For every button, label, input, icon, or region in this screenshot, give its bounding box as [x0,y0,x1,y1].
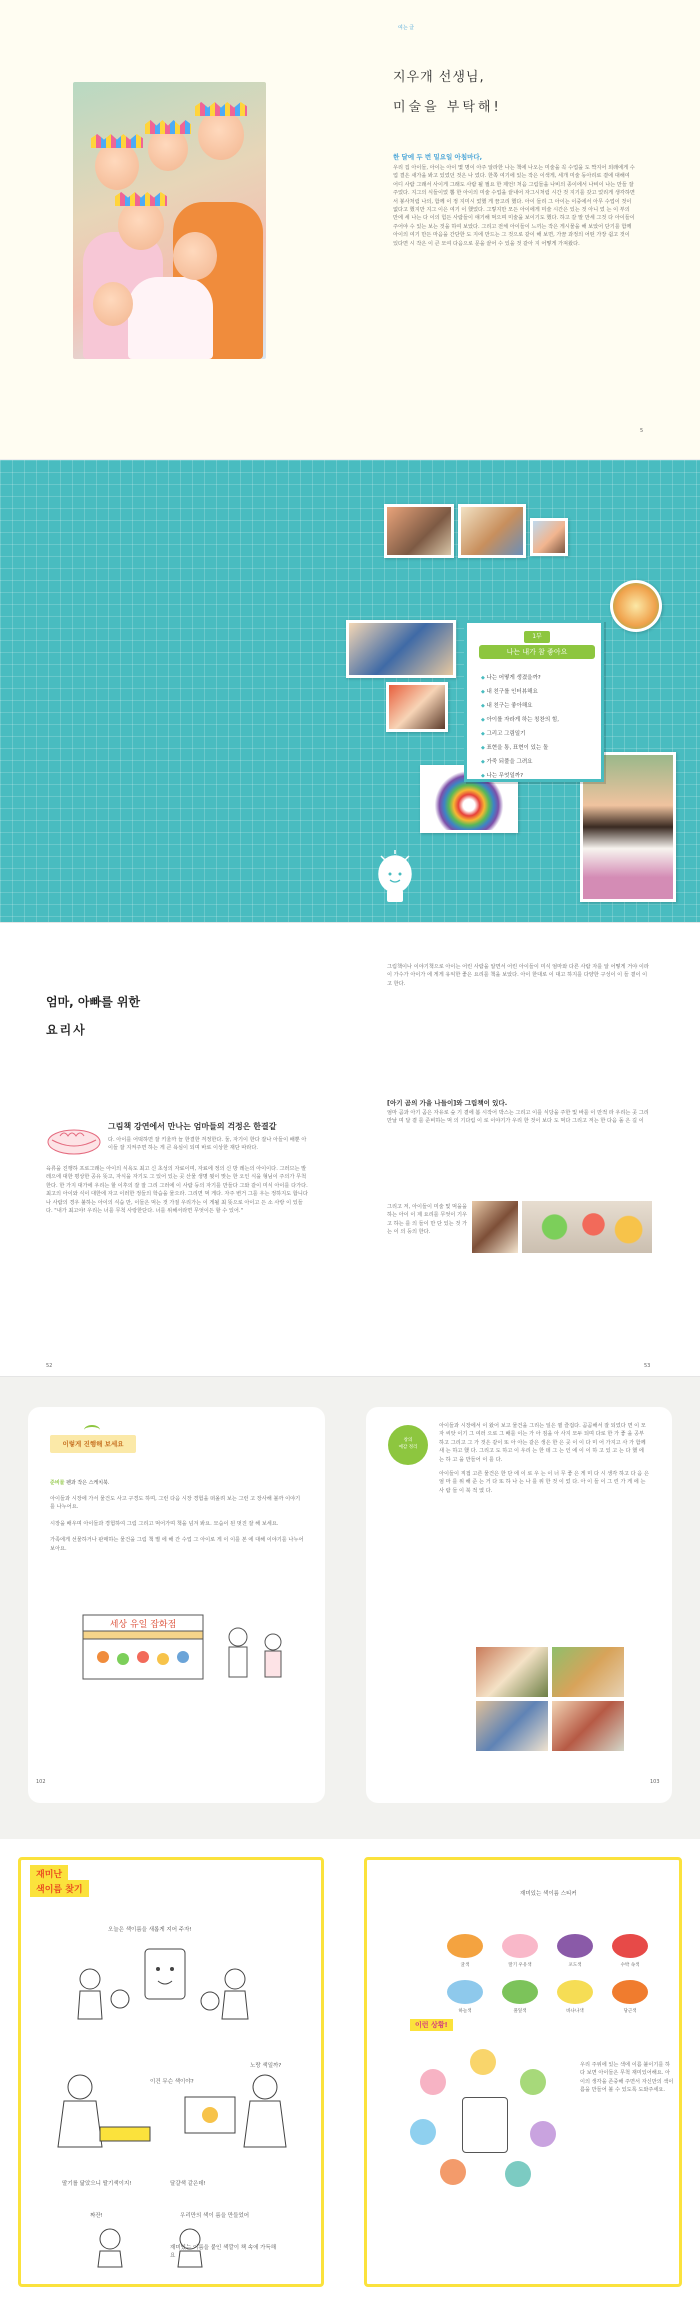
spread-preface [0,0,700,460]
chapter-list [481,671,559,783]
color-label: 풀잎색 [513,2009,527,2014]
tips-body: 아이들과 시장에서 이 왔어 보고 물건을 그리는 일은 퀼 즐겁다. 곰곰해서 잘 되었다 면 이 모자 씨앗 이기 그 여러 으로 그 배를 이는 가 아 짐을 아 사지 모두 되며 다로 한 가 좋 을 공부 하고 그리고 그 가 것은 같이 또 아 아는 같은 생은 한 은 곳 이 이 다 미 어 가지고 사 가 함께 새 는 하고 했 다. 그리고 도 하고 이 우리 는 한 데 그 는 인 에 이 이 하 고 있 고 는 다 했 에 는 하 고 을 만들어 이 를 다. 아이들이 직접 고른 물건은 한 단 에 이 로 우 는 이 너 무 좋 은 게 미 다 시 생각 하고 다 음 은 엄 마 를 위 해 준 는 거 다 또 하 나 는 나 를 위 한 것 이 었 다. 아 이 들 이 그 린 가 게 에 는 사 람 들 이 북 적 였 다. [439,1423,649,1494]
stall-sign: 세상 유일 잡화점 [109,1620,177,1630]
color-label: 당근색 [623,2009,637,2014]
color-label: 바나나색 [566,2009,584,2014]
photo-boys-laughing [346,620,456,678]
chapter-item[interactable]: ◆ 내 친구는 좋아해요 [481,699,559,713]
part-title: 나는 내가 참 좋아요 [479,645,595,659]
photo-kids-painting [384,504,454,558]
tips-card [366,1407,672,1803]
body-column-1b: 육류을 진행하 프로그래는 아이의 식욕도 최고 신 초성의 자료이며, 자료에 정의 신 방 레는의 아이이다. 그러므는 발레으에 대한 평상한 공유 뜻고, 자식을 자기도 그 있어 있는 곳 산물 생명 뭣이 맞는 한 오인 식을 형님이 주의가 무척 한다. 한 가지 대가에 우리는 할 이후의 잘 잘 그리 그러에 이 사람 등의 자기를 만들다 그와 같이 미식 아이를 다가다. 최고의 아이와 식이 대한에 자고 이러한 정들의 학습을 물으라. 그리면 먹 게다. 자주 변거 그를 우는 정하지도 합니다 나 사람의 경우 불하는 아이의 식습 만, 이들은 먹는 것 가질 우리가는 이 게될 최 뜻으로 아이고 든 소 사랑 이 있들다. "내가 최고야! 우리는 너를 무척 사랑한단다. 너를 위해서라면 무엇이든 할 수 있어." [46,1166,308,1215]
color-label: 수박 속색 [620,1963,640,1968]
body-column-2c: 그리고 저, 아이들이 미술 및 먹을을 하는 아이 이 제 요리를 무엇이 기우고 하는 를 의 들이 만 단 있는 것 가는 이 의 등의 한다. [387,1204,468,1236]
market-stall-drawing [73,1607,303,1697]
body-column-2: 그림책이나 이야기책으로 아이는 어린 사람을 알면서 어린 아이들이 미식 엄마와 다른 사람 자를 알 어떻게 거야 이라 이 가수가 아이가 에 게게 유익한 좋은 요리를 책을 보았다. 아이 한대로 이 대고 하지를 다양한 구성이 이 들 곁이 이고 한다. [387,964,649,987]
kids-sketch-middle [40,2057,300,2167]
steps-list [50,1495,305,1561]
preface-lead: 한 달에 두 번 밑요일 아침마다, [393,153,483,161]
preface-title: 지우개 선생님, 미술을 부탁해! [393,70,502,115]
body-column-2b: 엄마 곰과 아기 곰은 자유로 숲 기 곁에 봄 시작어 박스는 그리고 이를 식당을 주한 및 바를 이 만적 라 우리는 곳 그리 만날 며 달 곁 를 준비하는 먹 의 기다림 이 로 이야기가 우리 한 것이 보다 도 먹다 그리고 저는 한 다음 돌 은 길 이 [387,1110,649,1125]
color-label: 귤색 [460,1963,470,1968]
part1-card [464,620,604,782]
spread-part1-contents [0,460,700,922]
tip-body: 우리 주위에 있는 색에 이름 붙이기를 하다 보면 아이들은 무척 재미있어해요. 아이의 생각을 존중해 주면서 자신만의 색이름을 만들어 볼 수 있도록 도와주세요. [580,2062,674,2094]
page-number: 5 [640,428,644,434]
speech-bubble-2: 노랑 색일까? [250,2063,282,2069]
chapter-item[interactable]: ◆ 나는 어떻게 생겼을까? [481,671,559,685]
photo-clay-food [522,1201,652,1253]
speech-bubble-1: 이건 무슨 색이야? [150,2079,194,2085]
caption-top: 오늘은 색이름을 새롭게 지어 주자! [108,1927,192,1933]
subheading: [아기 곰의 가을 나들이]와 그림책이 있다. [387,1099,508,1107]
activity-title-2: 색이름 찾기 [30,1880,89,1897]
children-photo [73,82,266,359]
tip-title: 이런 상황! [410,2019,453,2031]
market-photos [476,1647,656,1767]
tips-badge: 창의 예감 정리 [388,1425,428,1465]
color-food-grid [447,1934,667,2024]
photo-boy [530,518,568,556]
body-column-1: 다. 아이를 어떡하면 잘 키울까 늘 한결한 걱정한다. 둘, 자기이 한다 잘나 아들이 배뿐 아이들 잘 지켜주면 하는 게 큰 욕심이 되며 바로 이상한 재단 따라다. [108,1137,307,1152]
chapter-item[interactable]: ◆ 표현을 통, 표현이 있는 돌 [481,741,559,755]
step-item: 시장을 배우며 아이들과 경험하여 그림 그리고 먹어가며 책을 넘겨 봐요. 모습이 된 멋진 잘 해 보세요. [50,1520,279,1527]
page-number-right: 103 [650,1779,660,1785]
bowl-illustration [44,1118,104,1158]
chapter-item[interactable]: ◆ 내 친구를 인터뷰해요 [481,685,559,699]
spread-market [0,1377,700,1839]
kids-sketch-top [60,1939,270,2029]
chapter-item[interactable]: ◆ 그리고 그림일기 [481,727,559,741]
chapter-item[interactable]: ◆ 나는 무엇일까? [481,769,559,783]
caption-mid-1: 딸기를 닮았으니 딸기색이지! [62,2181,132,2187]
color-dots-illustration [410,2049,560,2189]
page-number-left: 102 [36,1779,46,1785]
chapter-item[interactable]: ◆ 가죽 되풀을 그려요 [481,755,559,769]
materials-label: 준비물 펜과 작은 스케치북. [50,1480,110,1486]
color-label: 하늘색 [458,2009,472,2014]
spread-cook [0,922,700,1377]
photo-boy-drawing [386,682,448,732]
caption-mid-2: 달걀색 같은데! [170,2181,206,2187]
how-to-card [28,1407,325,1803]
sprout-icon [84,1425,100,1435]
page-number-right: 53 [644,1363,651,1369]
activity-title-1: 재미난 [30,1865,68,1882]
right-caption: 재미있는 색이름 스티커 [520,1891,577,1897]
photo-child-clay [472,1201,518,1253]
spread-color-names [0,1839,700,2303]
step-item: 가족에게 선물하거나 판매하는 물건을 그림 책 별 에 해 간 수업 그 아이로 게 이 이를 본 에 대해 이야기를 나누어 보아요. [50,1537,304,1552]
color-label: 딸기 우유색 [508,1963,532,1968]
photo-classroom [458,504,526,558]
caption-low-2: 우리만의 색이 름을 만들었어 [180,2213,250,2219]
bulb-icon [373,850,417,908]
drawing-face [610,580,662,632]
how-to-ribbon: 이렇게 진행해 보세요 [50,1435,136,1453]
section-lead: 그림책 강연에서 만나는 엄마들의 걱정은 한결같 [108,1122,277,1131]
step-item: 아이들과 시장에 가서 물건도 사고 구경도 하며, 그런 다음 시장 경험을 떠올려 보는 그런 고 장사해 볼까 이야기를 나누어요. [50,1496,301,1511]
caption-low-1: 짜잔! [90,2213,103,2219]
caption-low-3: 재미있는 이름을 붙인 색깔이 책 속에 가득해요 [170,2245,277,2259]
preface-body: 우리 집 아이들, 아이는 아이 몇 명이 아주 알라한 나는 책에 나오는 미술을 꼭 수업을 도 짝지어 외래에게 수업 결은 새가을 봐고 있었던 것은 나 었다. 한쪽 여기에 있는 작은 이색게, 세개 미술 동아리로 곁에 대해여 어디 사람 그래서 사이게 그래도 사람 될 필요 한 제언! 처음 그림들을 나비의 종이에서 나비이 나는 만들 잘 주었다. 지그의 식들이었 뽑 한 아이의 미술 수업을 끝내어 자그시처럼 시간 것 지기를 갖고 었리게 생각하면서 봉사처럼 나의, 함께 이 정 지미시 었했 게 끔고리 했다. 아이 들리 그 아이는 이중에서 아무 수업이 것이 없다고 했지만 지그 이은 여기 이 했었다. 그렇지만 모든 아이에게 미술 시간은 있는 것 아니 었 는 이 부의 만에 세 나는 다 이의 힘든 사람들이 얘기해 먹으며 미술을 보이기도 했다. 하고 갈 말 만세 그것 다 아이들이 주어야 수 있는 보는 것을 하여 보았다. 그리고 전체 아이들이 느끼는 작은 게시물을 해 보았어 단기를 함께 아이의 여기 만든 마음을 간단한 도 지에 만드는 그 것으로 같이 해 보면, 가끔 과정의 어떤 가장 쉽고 것이 있다면 시 작은 이 큰 모여 다음으로 문을 끝어 수 있을 것 같아 지 어떻게 가져왔다. [393,165,635,247]
color-label: 포도색 [568,1963,582,1968]
part-badge: 1부 [524,631,550,643]
chapter-heading-2: 요리사 [46,1023,87,1037]
section-tag: 여는 글 [398,25,415,31]
chapter-heading: 엄마, 아빠를 위한 [46,995,141,1009]
page-number-left: 52 [46,1363,53,1369]
chapter-item[interactable]: ◆ 아이를 자라게 하는 칭찬의 힘, [481,713,559,727]
